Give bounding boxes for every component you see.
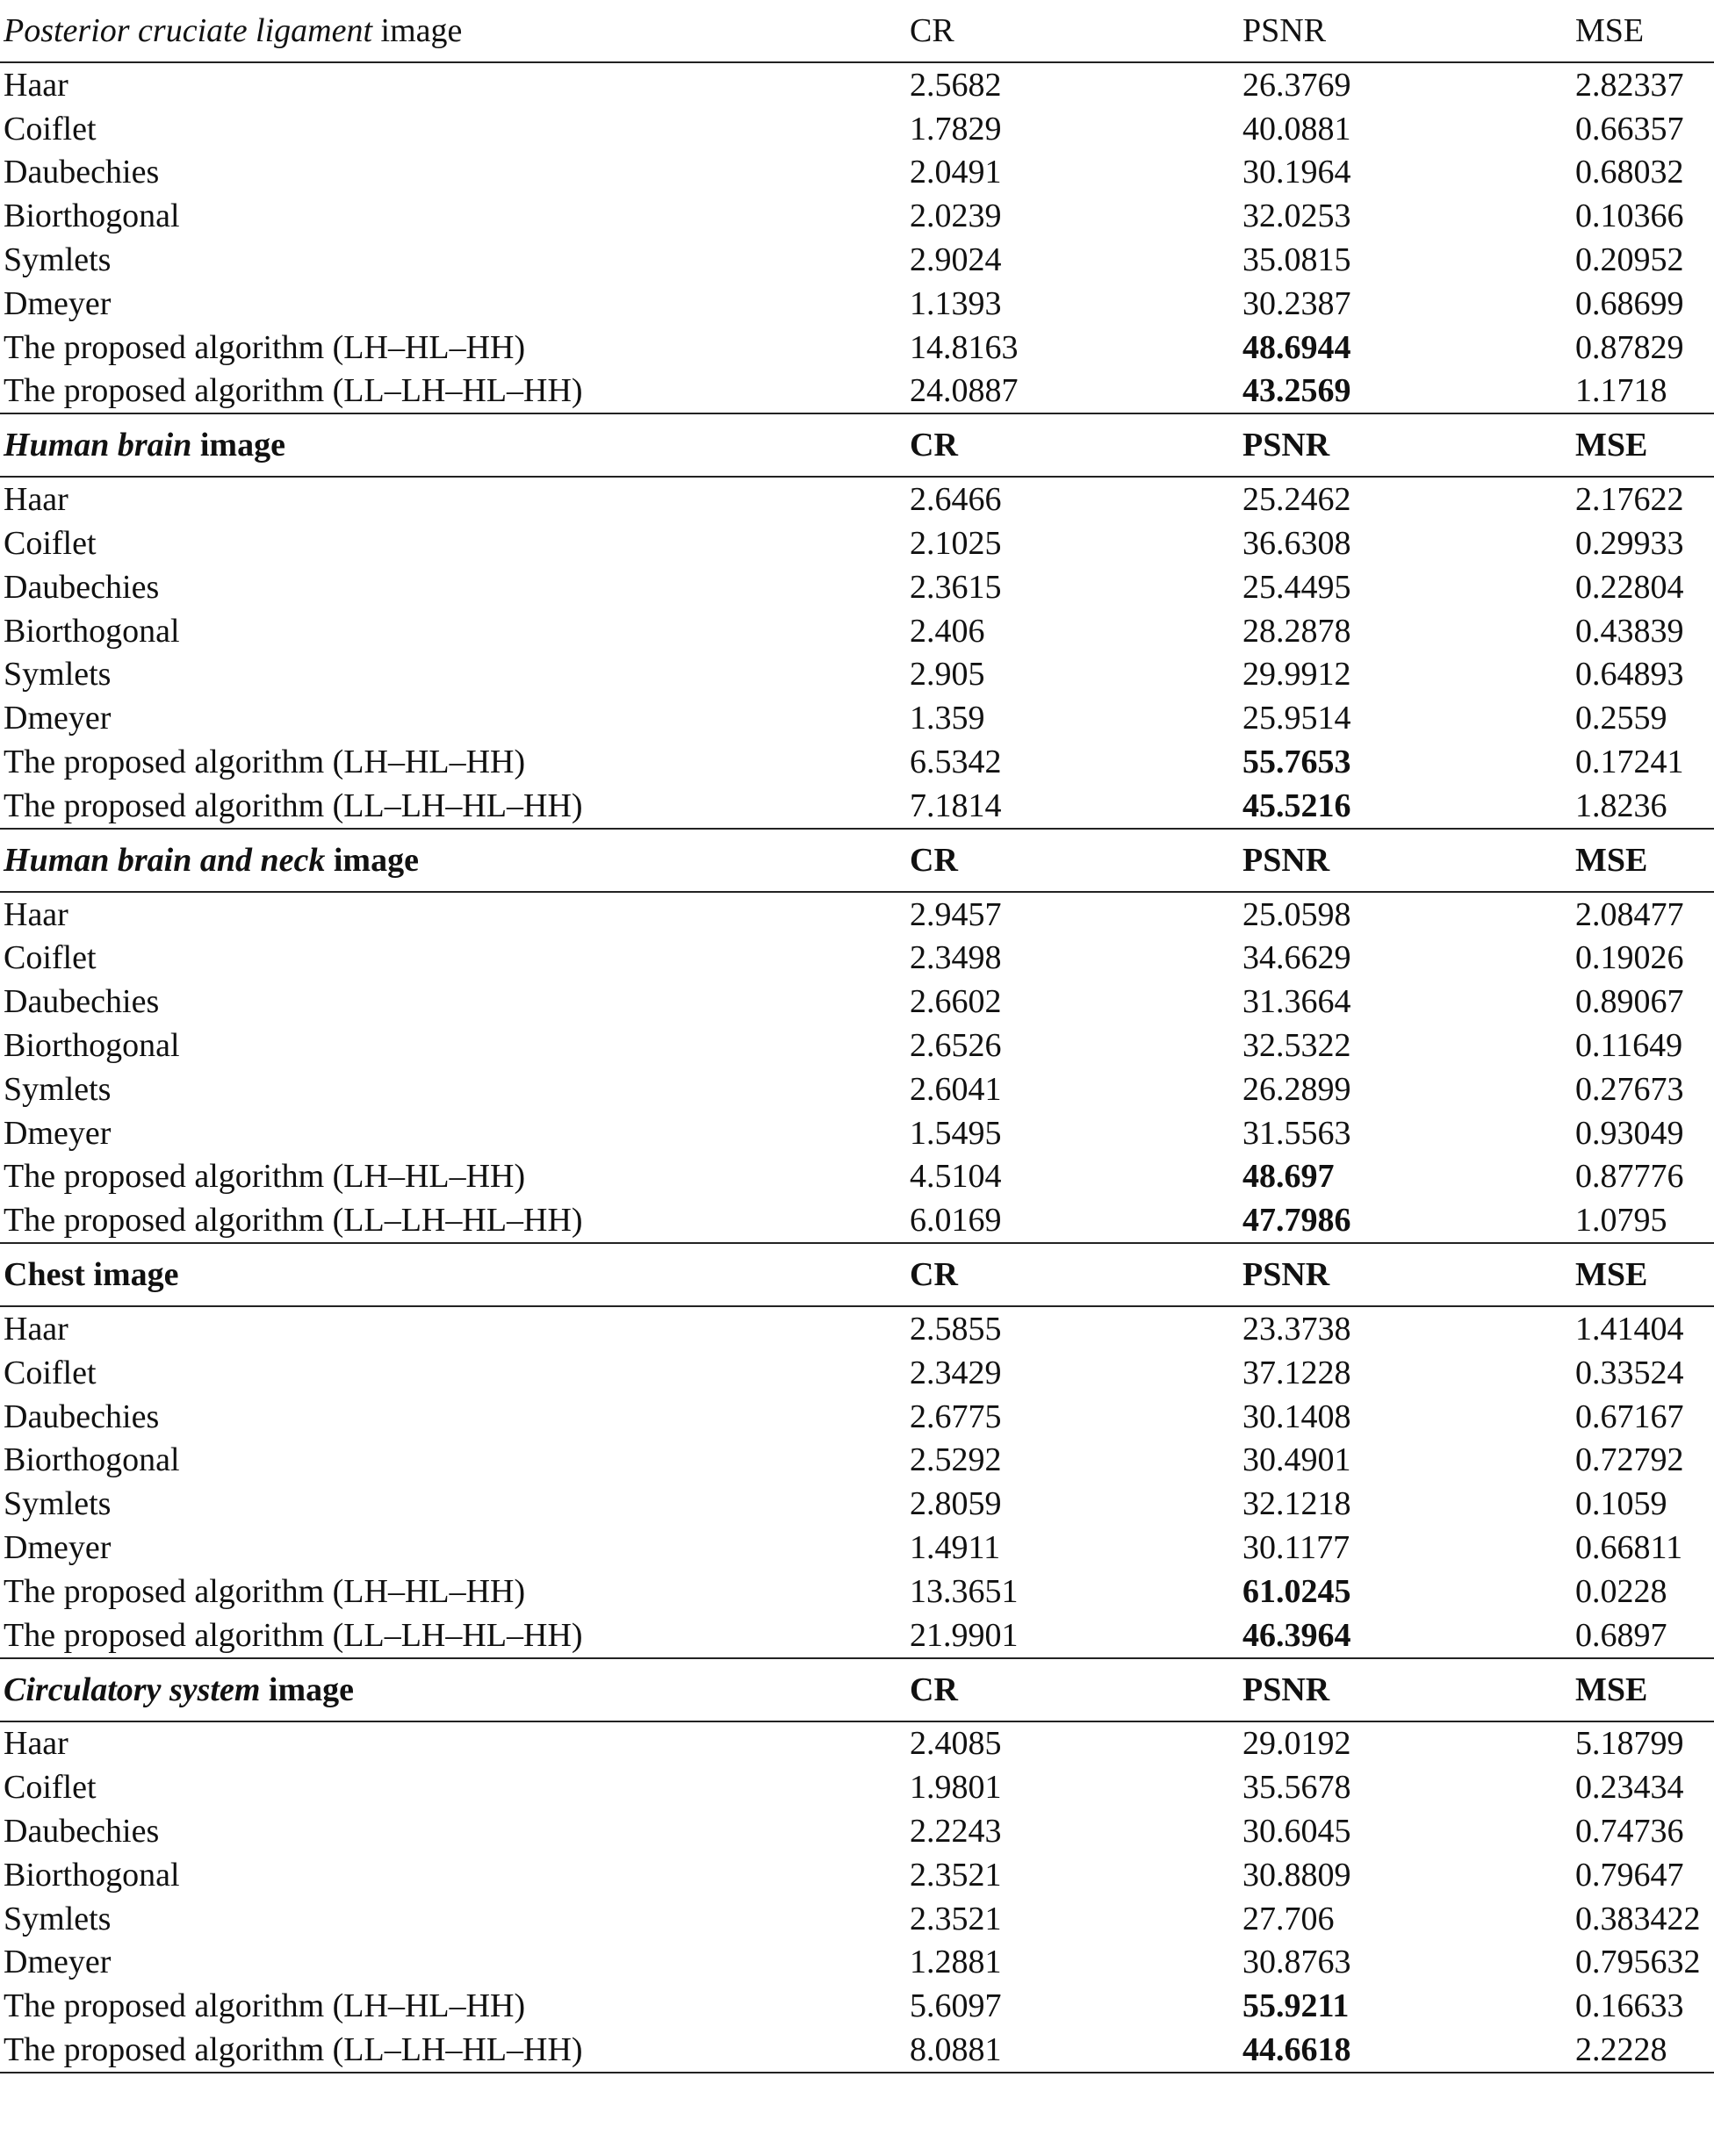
table-row — [0, 1570, 1714, 1613]
cr-cell: 2.3498 — [910, 939, 1002, 977]
cr-cell: 2.5682 — [910, 66, 1002, 104]
table-row — [0, 784, 1714, 829]
cr-cell: 2.0239 — [910, 198, 1002, 235]
method-cell: The proposed algorithm (LH–HL–HH) — [4, 1158, 526, 1196]
table-row — [0, 1111, 1714, 1155]
mse-cell: 0.795632 — [1575, 1944, 1701, 1981]
method-cell: Biorthogonal — [4, 1441, 180, 1479]
cr-cell: 2.6602 — [910, 983, 1002, 1021]
mse-cell: 0.19026 — [1575, 939, 1684, 977]
cr-cell: 7.1814 — [910, 787, 1002, 824]
mse-cell: 0.93049 — [1575, 1114, 1684, 1152]
psnr-cell: 44.6618 — [1242, 2028, 1575, 2073]
method-cell: The proposed algorithm (LL–LH–HL–HH) — [4, 1616, 583, 1654]
mse-column-header: MSE — [1575, 829, 1714, 892]
psnr-cell: 32.1218 — [1242, 1485, 1351, 1523]
section-title — [0, 829, 910, 892]
psnr-cell: 30.2387 — [1242, 284, 1351, 322]
method-cell: Dmeyer — [4, 1529, 112, 1566]
method-cell: Haar — [4, 895, 68, 933]
section-title-suffix: image — [268, 1671, 354, 1708]
cr-cell: 2.6466 — [910, 481, 1002, 519]
table-row — [0, 326, 1714, 370]
psnr-column-header: PSNR — [1242, 413, 1575, 477]
method-cell: Biorthogonal — [4, 1027, 180, 1065]
psnr-cell: 37.1228 — [1242, 1354, 1351, 1391]
cr-cell: 1.9801 — [910, 1769, 1002, 1807]
mse-column-header: MSE — [1575, 413, 1714, 477]
mse-cell: 0.17241 — [1575, 744, 1684, 781]
table-row — [0, 980, 1714, 1024]
psnr-cell: 23.3738 — [1242, 1311, 1351, 1348]
psnr-cell: 43.2569 — [1242, 372, 1351, 410]
mse-cell: 0.16633 — [1575, 1987, 1684, 2025]
method-cell: Daubechies — [4, 1812, 160, 1850]
psnr-cell: 29.0192 — [1242, 1725, 1351, 1763]
mse-column-header: MSE — [1575, 1243, 1714, 1306]
cr-cell: 2.9457 — [910, 895, 1002, 933]
table-row — [0, 1155, 1714, 1199]
method-cell: The proposed algorithm (LL–LH–HL–HH) — [4, 787, 583, 824]
cr-cell: 5.6097 — [910, 1987, 1002, 2025]
psnr-column-header: PSNR — [1242, 0, 1575, 62]
mse-cell: 1.0795 — [1575, 1202, 1667, 1240]
method-cell: Dmeyer — [4, 1114, 112, 1152]
table-row — [0, 1853, 1714, 1897]
section-title-italic: Human brain and neck — [4, 841, 326, 879]
method-cell: Symlets — [4, 1070, 112, 1108]
table-row — [0, 282, 1714, 326]
psnr-cell: 25.9514 — [1242, 700, 1351, 737]
table-row — [0, 151, 1714, 195]
psnr-cell: 31.3664 — [1242, 983, 1351, 1021]
section-title — [0, 1658, 910, 1721]
psnr-cell: 55.9211 — [1242, 1987, 1350, 2025]
method-cell: Daubechies — [4, 1398, 160, 1435]
psnr-cell: 30.1408 — [1242, 1398, 1351, 1435]
psnr-column-header: PSNR — [1242, 1658, 1575, 1721]
mse-cell: 0.6897 — [1575, 1616, 1667, 1654]
table-row — [0, 937, 1714, 981]
mse-cell: 0.1059 — [1575, 1485, 1667, 1523]
psnr-cell: 32.5322 — [1242, 1027, 1351, 1065]
method-cell: Daubechies — [4, 983, 160, 1021]
mse-cell: 0.64893 — [1575, 656, 1684, 694]
psnr-cell: 32.0253 — [1242, 198, 1351, 235]
table-row — [0, 892, 1714, 937]
psnr-column-header: PSNR — [1242, 1243, 1575, 1306]
psnr-cell: 61.0245 — [1242, 1572, 1351, 1610]
table-row — [0, 238, 1714, 282]
table-row — [0, 1351, 1714, 1395]
method-cell: Symlets — [4, 1900, 112, 1937]
cr-cell: 2.3521 — [910, 1856, 1002, 1894]
table-row — [0, 2028, 1714, 2073]
method-cell: The proposed algorithm (LH–HL–HH) — [4, 1572, 526, 1610]
mse-cell: 0.67167 — [1575, 1398, 1684, 1435]
section-title — [0, 1243, 910, 1306]
mse-cell: 0.27673 — [1575, 1070, 1684, 1108]
section-title — [0, 413, 910, 477]
psnr-cell: 40.0881 — [1242, 110, 1351, 147]
cr-cell: 2.8059 — [910, 1485, 1002, 1523]
psnr-cell: 34.6629 — [1242, 939, 1351, 977]
cr-cell: 24.0887 — [910, 372, 1019, 410]
table-row — [0, 477, 1714, 521]
cr-cell: 6.0169 — [910, 1202, 1002, 1240]
cr-column-header: CR — [910, 829, 1242, 892]
table-row — [0, 1765, 1714, 1809]
method-cell: The proposed algorithm (LL–LH–HL–HH) — [4, 372, 583, 410]
cr-cell: 2.905 — [910, 656, 985, 694]
psnr-column-header: PSNR — [1242, 829, 1575, 892]
section-header-row — [0, 829, 1714, 892]
psnr-cell: 27.706 — [1242, 1900, 1335, 1937]
psnr-cell: 25.0598 — [1242, 895, 1351, 933]
method-cell: Coiflet — [4, 939, 97, 977]
table-row — [0, 1024, 1714, 1067]
section-header-row — [0, 1243, 1714, 1306]
psnr-cell: 30.1964 — [1242, 154, 1351, 191]
mse-cell: 0.79647 — [1575, 1856, 1684, 1894]
mse-cell: 1.8236 — [1575, 787, 1667, 824]
mse-cell: 2.82337 — [1575, 66, 1684, 104]
table-row — [0, 1984, 1714, 2028]
mse-cell: 0.74736 — [1575, 1812, 1684, 1850]
psnr-cell: 30.1177 — [1242, 1529, 1350, 1566]
table-row — [0, 1395, 1714, 1439]
psnr-cell: 28.2878 — [1242, 612, 1351, 650]
mse-cell: 1.41404 — [1575, 1311, 1684, 1348]
method-cell: The proposed algorithm (LL–LH–HL–HH) — [0, 2028, 910, 2073]
method-cell: Biorthogonal — [4, 198, 180, 235]
mse-cell: 0.66811 — [1575, 1529, 1683, 1566]
table-row — [0, 1940, 1714, 1984]
method-cell: Haar — [4, 1311, 68, 1348]
cr-column-header: CR — [910, 413, 1242, 477]
section-title-suffix: image — [380, 12, 463, 49]
psnr-cell: 30.4901 — [1242, 1441, 1351, 1479]
method-cell: Biorthogonal — [4, 612, 180, 650]
method-cell: Coiflet — [4, 1769, 97, 1807]
cr-cell: 1.2881 — [910, 1944, 1002, 1981]
cr-cell: 21.9901 — [910, 1616, 1019, 1654]
psnr-cell: 45.5216 — [1242, 787, 1351, 824]
cr-cell: 4.5104 — [910, 1158, 1002, 1196]
method-cell: The proposed algorithm (LL–LH–HL–HH) — [4, 1202, 583, 1240]
psnr-cell: 30.6045 — [1242, 1812, 1351, 1850]
method-cell: Daubechies — [4, 568, 160, 606]
psnr-cell: 48.6944 — [1242, 328, 1351, 366]
mse-cell: 0.68699 — [1575, 284, 1684, 322]
mse-cell: 2.2228 — [1575, 2028, 1714, 2073]
mse-cell: 0.10366 — [1575, 198, 1684, 235]
mse-cell: 0.68032 — [1575, 154, 1684, 191]
table-row — [0, 1439, 1714, 1483]
method-cell: Haar — [4, 66, 68, 104]
mse-cell: 0.2559 — [1575, 700, 1667, 737]
psnr-cell: 35.5678 — [1242, 1769, 1351, 1807]
cr-cell: 2.5855 — [910, 1311, 1002, 1348]
method-cell: The proposed algorithm (LH–HL–HH) — [4, 1987, 526, 2025]
method-cell: Biorthogonal — [4, 1856, 180, 1894]
mse-cell: 0.29933 — [1575, 525, 1684, 563]
mse-cell: 1.1718 — [1575, 372, 1667, 410]
cr-cell: 1.7829 — [910, 110, 1002, 147]
table-row — [0, 107, 1714, 151]
cr-cell: 2.1025 — [910, 525, 1002, 563]
cr-column-header: CR — [910, 0, 1242, 62]
cr-cell: 14.8163 — [910, 328, 1019, 366]
section-title-italic: Circulatory system — [4, 1671, 261, 1708]
cr-cell: 8.0881 — [910, 2028, 1242, 2073]
cr-column-header: CR — [910, 1658, 1242, 1721]
mse-cell: 0.0228 — [1575, 1572, 1667, 1610]
mse-cell: 0.89067 — [1575, 983, 1684, 1021]
table-row — [0, 1526, 1714, 1570]
table-row — [0, 565, 1714, 609]
method-cell: Haar — [4, 481, 68, 519]
section-title-italic: Human brain — [4, 427, 192, 464]
cr-cell: 1.5495 — [910, 1114, 1002, 1152]
section-title — [0, 0, 910, 62]
section-header-row — [0, 1658, 1714, 1721]
section-header-row — [0, 413, 1714, 477]
table-row — [0, 740, 1714, 784]
method-cell: Dmeyer — [4, 700, 112, 737]
table-row — [0, 370, 1714, 414]
table-row — [0, 1897, 1714, 1941]
section-title-suffix: image — [333, 841, 419, 879]
method-cell: The proposed algorithm (LH–HL–HH) — [4, 744, 526, 781]
psnr-cell: 35.0815 — [1242, 241, 1351, 279]
cr-cell: 2.6526 — [910, 1027, 1002, 1065]
psnr-cell: 46.3964 — [1242, 1616, 1351, 1654]
psnr-cell: 48.697 — [1242, 1158, 1335, 1196]
mse-cell: 0.87776 — [1575, 1158, 1684, 1196]
mse-cell: 0.66357 — [1575, 110, 1684, 147]
psnr-cell: 29.9912 — [1242, 656, 1351, 694]
method-cell: Symlets — [4, 656, 112, 694]
mse-cell: 0.33524 — [1575, 1354, 1684, 1391]
cr-cell: 2.3521 — [910, 1900, 1002, 1937]
psnr-cell: 30.8809 — [1242, 1856, 1351, 1894]
table-row — [0, 653, 1714, 697]
table-row — [0, 1067, 1714, 1111]
psnr-cell: 36.6308 — [1242, 525, 1351, 563]
mse-cell: 0.43839 — [1575, 612, 1684, 650]
mse-cell: 0.87829 — [1575, 328, 1684, 366]
method-cell: Dmeyer — [4, 284, 112, 322]
mse-column-header: MSE — [1575, 0, 1714, 62]
table-row — [0, 1482, 1714, 1526]
table-row — [0, 1613, 1714, 1658]
section-title-suffix: image — [199, 427, 285, 464]
method-cell: Haar — [4, 1725, 68, 1763]
mse-cell: 0.72792 — [1575, 1441, 1684, 1479]
method-cell: The proposed algorithm (LH–HL–HH) — [4, 328, 526, 366]
cr-cell: 2.3429 — [910, 1354, 1002, 1391]
method-cell: Coiflet — [4, 110, 97, 147]
table-row — [0, 1306, 1714, 1351]
mse-cell: 2.17622 — [1575, 481, 1684, 519]
method-cell: Symlets — [4, 241, 112, 279]
table-row — [0, 521, 1714, 565]
method-cell: Daubechies — [4, 154, 160, 191]
table-row — [0, 609, 1714, 653]
cr-cell: 2.4085 — [910, 1725, 1002, 1763]
cr-cell: 2.5292 — [910, 1441, 1002, 1479]
method-cell: Dmeyer — [4, 1944, 112, 1981]
method-cell: Coiflet — [4, 525, 97, 563]
table-row — [0, 696, 1714, 740]
mse-column-header: MSE — [1575, 1658, 1714, 1721]
method-cell: Coiflet — [4, 1354, 97, 1391]
mse-cell: 0.23434 — [1575, 1769, 1684, 1807]
cr-cell: 1.1393 — [910, 284, 1002, 322]
psnr-cell: 30.8763 — [1242, 1944, 1351, 1981]
mse-cell: 0.20952 — [1575, 241, 1684, 279]
table-row — [0, 62, 1714, 107]
section-header-row — [0, 0, 1714, 62]
mse-cell: 5.18799 — [1575, 1725, 1684, 1763]
cr-cell: 2.9024 — [910, 241, 1002, 279]
section-title-italic: Posterior cruciate ligament — [4, 12, 373, 49]
section-title-suffix: Chest image — [4, 1256, 179, 1294]
psnr-cell: 26.3769 — [1242, 66, 1351, 104]
psnr-cell: 47.7986 — [1242, 1202, 1351, 1240]
table-row — [0, 194, 1714, 238]
mse-cell: 2.08477 — [1575, 895, 1684, 933]
psnr-cell: 31.5563 — [1242, 1114, 1351, 1152]
cr-cell: 2.2243 — [910, 1812, 1002, 1850]
psnr-cell: 55.7653 — [1242, 744, 1351, 781]
cr-cell: 2.406 — [910, 612, 985, 650]
cr-cell: 6.5342 — [910, 744, 1002, 781]
cr-cell: 2.3615 — [910, 568, 1002, 606]
psnr-cell: 25.4495 — [1242, 568, 1351, 606]
cr-cell: 2.6775 — [910, 1398, 1002, 1435]
method-cell: Symlets — [4, 1485, 112, 1523]
table-row — [0, 1198, 1714, 1243]
cr-cell: 1.4911 — [910, 1529, 1001, 1566]
cr-cell: 2.0491 — [910, 154, 1002, 191]
cr-cell: 2.6041 — [910, 1070, 1002, 1108]
psnr-cell: 25.2462 — [1242, 481, 1351, 519]
mse-cell: 0.22804 — [1575, 568, 1684, 606]
mse-cell: 0.11649 — [1575, 1027, 1683, 1065]
table-row — [0, 1809, 1714, 1853]
table-row — [0, 1721, 1714, 1766]
psnr-cell: 26.2899 — [1242, 1070, 1351, 1108]
cr-cell: 1.359 — [910, 700, 985, 737]
cr-column-header: CR — [910, 1243, 1242, 1306]
mse-cell: 0.383422 — [1575, 1900, 1701, 1937]
cr-cell: 13.3651 — [910, 1572, 1019, 1610]
